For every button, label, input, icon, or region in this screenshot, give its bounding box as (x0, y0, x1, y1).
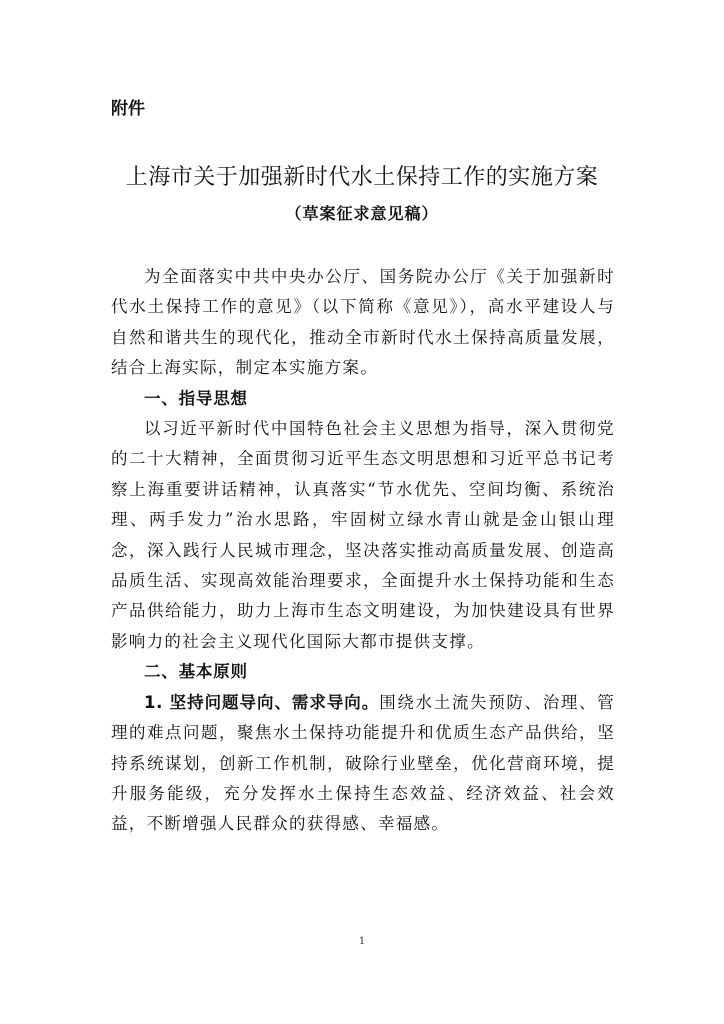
section-heading-guiding-ideology: 一、指导思想 (144, 388, 248, 408)
principle-1-text: 围绕水土流失预防、治理、管理的难点问题，聚焦水土保持功能提升和优质生态产品供给，坚持系统谋划，创新工作机制，破除行业壁垒，优化营商环境，提升服务能级，充分发挥水土保持生态效益、经济效益、社会效益，不断增强人民群众的获得感、幸福感。 (111, 692, 615, 834)
document-body (111, 262, 615, 840)
attachment-label: 附件 (111, 99, 145, 119)
guiding-ideology-paragraph: 以习近平新时代中国特色社会主义思想为指导，深入贯彻党的二十大精神，全面贯彻习近平生态文明思想和习近平总书记考察上海重要讲话精神，认真落实“节水优先、空间均衡、系统治理、两手发力”治水思路，牢固树立绿水青山就是金山银山理念，深入践行人民城市理念，坚决落实推动高质量发展、创造高品质生活、实现高效能治理要求，全面提升水土保持功能和生态产品供给能力，助力上海市生态文明建设，为加快建设具有世界影响力的社会主义现代化国际大都市提供支撑。 (111, 419, 615, 651)
section-heading-basic-principles: 二、基本原则 (144, 662, 248, 682)
document-title: 上海市关于加强新时代水土保持工作的实施方案 (125, 165, 599, 190)
document-subtitle: （草案征求意见稿） (285, 204, 439, 223)
page-number: 1 (358, 936, 366, 947)
principle-1-lead: 1. 坚持问题导向、需求导向。 (144, 692, 380, 712)
intro-paragraph: 为全面落实中共中央办公厅、国务院办公厅《关于加强新时代水土保持工作的意见》（以下简称《意见》），高水平建设人与自然和谐共生的现代化，推动全市新时代水土保持高质量发展，结合上海实际，制定本实施方案。 (111, 267, 615, 378)
principle-1-paragraph (111, 688, 615, 840)
